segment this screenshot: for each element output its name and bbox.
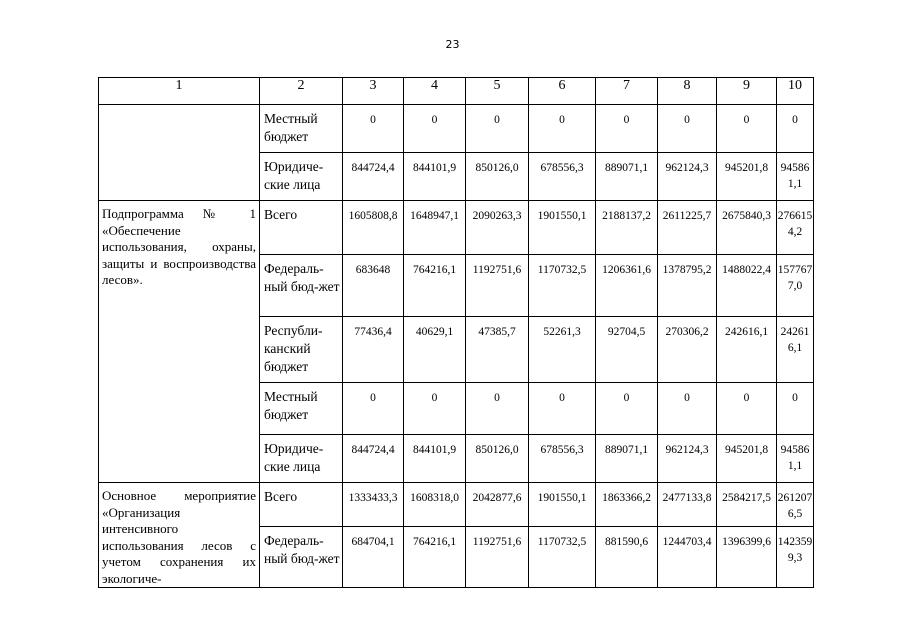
value-cell: 1396399,6 [717, 526, 777, 587]
funding-source-cell: Всего [260, 483, 343, 527]
value-cell: 1608318,0 [404, 483, 466, 527]
value-cell: 0 [596, 105, 658, 153]
program-name-cell: Подпрограмма № 1 «Обеспечение использования, охраны, защиты и воспроизводства лесов». [99, 201, 260, 483]
program-name-cell [99, 105, 260, 201]
column-header: 10 [777, 78, 814, 105]
value-cell: 1901550,1 [529, 483, 596, 527]
funding-source-cell: Юридиче-ские лица [260, 153, 343, 201]
value-cell: 850126,0 [466, 435, 529, 483]
value-cell: 850126,0 [466, 153, 529, 201]
value-cell: 2766154,2 [777, 201, 814, 255]
value-cell: 1863366,2 [596, 483, 658, 527]
value-cell: 881590,6 [596, 526, 658, 587]
column-header: 8 [658, 78, 717, 105]
value-cell: 1244703,4 [658, 526, 717, 587]
value-cell: 242616,1 [717, 317, 777, 383]
value-cell: 844724,4 [343, 435, 404, 483]
column-header: 4 [404, 78, 466, 105]
value-cell: 1648947,1 [404, 201, 466, 255]
value-cell: 2188137,2 [596, 201, 658, 255]
value-cell: 962124,3 [658, 153, 717, 201]
value-cell: 40629,1 [404, 317, 466, 383]
value-cell: 2584217,5 [717, 483, 777, 527]
value-cell: 92704,5 [596, 317, 658, 383]
page-number: 23 [445, 38, 460, 51]
value-cell: 945861,1 [777, 435, 814, 483]
value-cell: 1901550,1 [529, 201, 596, 255]
funding-source-cell: Местный бюджет [260, 105, 343, 153]
value-cell: 678556,3 [529, 435, 596, 483]
column-header: 1 [99, 78, 260, 105]
column-header: 6 [529, 78, 596, 105]
value-cell: 2612076,5 [777, 483, 814, 527]
value-cell: 0 [404, 383, 466, 435]
value-cell: 1192751,6 [466, 526, 529, 587]
value-cell: 1333433,3 [343, 483, 404, 527]
value-cell: 889071,1 [596, 153, 658, 201]
value-cell: 2611225,7 [658, 201, 717, 255]
funding-source-cell: Республи-канский бюджет [260, 317, 343, 383]
value-cell: 52261,3 [529, 317, 596, 383]
value-cell: 1192751,6 [466, 255, 529, 317]
column-header: 9 [717, 78, 777, 105]
value-cell: 77436,4 [343, 317, 404, 383]
value-cell: 0 [466, 105, 529, 153]
value-cell: 1206361,6 [596, 255, 658, 317]
value-cell: 1170732,5 [529, 255, 596, 317]
funding-source-cell: Федераль-ный бюд-жет [260, 255, 343, 317]
value-cell: 2090263,3 [466, 201, 529, 255]
funding-source-cell: Юридиче-ские лица [260, 435, 343, 483]
value-cell: 270306,2 [658, 317, 717, 383]
program-name-cell: Основное мероприятие «Организация интенсивного использования лесов с учетом сохранения их экологиче- [99, 483, 260, 588]
value-cell: 844101,9 [404, 153, 466, 201]
table-row [99, 483, 814, 527]
table-row [99, 201, 814, 255]
table-row [99, 105, 814, 153]
column-header: 7 [596, 78, 658, 105]
funding-source-cell: Всего [260, 201, 343, 255]
column-header: 3 [343, 78, 404, 105]
value-cell: 844101,9 [404, 435, 466, 483]
value-cell: 1423599,3 [777, 526, 814, 587]
header-row [99, 78, 814, 105]
value-cell: 0 [658, 383, 717, 435]
value-cell: 2477133,8 [658, 483, 717, 527]
column-header: 2 [260, 78, 343, 105]
value-cell: 242616,1 [777, 317, 814, 383]
value-cell: 0 [529, 383, 596, 435]
value-cell: 945201,8 [717, 435, 777, 483]
value-cell: 764216,1 [404, 255, 466, 317]
funding-source-cell: Федераль-ный бюд-жет [260, 526, 343, 587]
value-cell: 0 [777, 105, 814, 153]
value-cell: 844724,4 [343, 153, 404, 201]
value-cell: 678556,3 [529, 153, 596, 201]
value-cell: 684704,1 [343, 526, 404, 587]
funding-source-cell: Местный бюджет [260, 383, 343, 435]
value-cell: 0 [404, 105, 466, 153]
value-cell: 1488022,4 [717, 255, 777, 317]
value-cell: 945201,8 [717, 153, 777, 201]
value-cell: 0 [658, 105, 717, 153]
value-cell: 2042877,6 [466, 483, 529, 527]
value-cell: 0 [777, 383, 814, 435]
value-cell: 0 [717, 105, 777, 153]
value-cell: 47385,7 [466, 317, 529, 383]
value-cell: 0 [529, 105, 596, 153]
value-cell: 764216,1 [404, 526, 466, 587]
value-cell: 683648 [343, 255, 404, 317]
value-cell: 0 [343, 105, 404, 153]
value-cell: 2675840,3 [717, 201, 777, 255]
value-cell: 962124,3 [658, 435, 717, 483]
value-cell: 0 [466, 383, 529, 435]
value-cell: 1378795,2 [658, 255, 717, 317]
value-cell: 1170732,5 [529, 526, 596, 587]
budget-table [98, 77, 814, 588]
value-cell: 0 [596, 383, 658, 435]
value-cell: 0 [343, 383, 404, 435]
value-cell: 1605808,8 [343, 201, 404, 255]
value-cell: 889071,1 [596, 435, 658, 483]
column-header: 5 [466, 78, 529, 105]
value-cell: 1577677,0 [777, 255, 814, 317]
value-cell: 945861,1 [777, 153, 814, 201]
value-cell: 0 [717, 383, 777, 435]
